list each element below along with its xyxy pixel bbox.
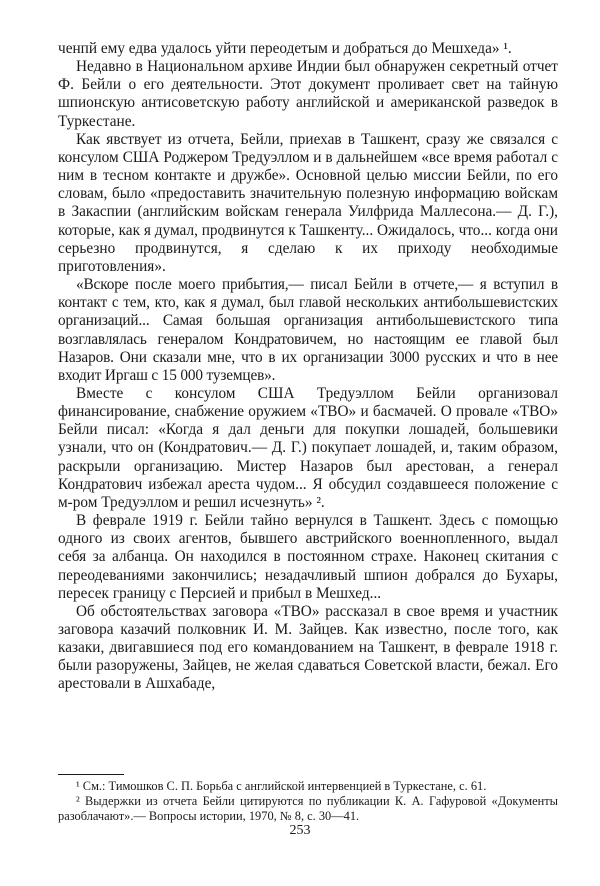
paragraph-february-1919: В феврале 1919 г. Бейли тайно вернулся в Ташкент. Здесь с помощью одного из своих агентов, бывшего австрийского военнопленного, выдал себя за албанца. Он находился в постоянном страхе. Наконец скитания с переодеваниями закончились; незадачливый шпион добрался до Бухары, пересек границу с Персией и прибыл в Мешхед... <box>58 512 558 602</box>
footnote-1: ¹ См.: Тимошков С. П. Борьба с английской интервенцией в Туркестане, с. 61. <box>76 779 487 793</box>
paragraph-continuation: ченпй ему едва удалось уйти переодетым и добраться до Мешхеда» ¹. <box>58 40 512 57</box>
paragraph-bailey-report: Недавно в Национальном архиве Индии был обнаружен секретный отчет Ф. Бейли о его деятельности. Этот документ проливает свет на тайную шпионскую антисоветскую работу английской и американской разведок в Туркестане. <box>58 58 558 130</box>
page-body <box>58 40 558 694</box>
paragraph-zaitsev: Об обстоятельствах заговора «ТВО» рассказал в свое время и участник заговора казачий полковник И. М. Зайцев. Как известно, после того, как казаки, двигавшиеся под его командованием на Ташкент, в феврале 1918 г. были разоружены, Зайцев, не желая сдаваться Советской власти, бежал. Его арестовали в Ашхабаде, <box>58 602 558 693</box>
footnote-divider <box>58 774 124 775</box>
page-number: 253 <box>289 823 311 838</box>
footnotes <box>58 779 558 824</box>
paragraph-quote-organizations: «Вскоре после моего прибытия,— писал Бейли в отчете,— я вступил в контакт с тем, кто, как я думал, был главой нескольких антибольшевистских организаций... Самая большая организация антибольшевистского типа возглавлялась генералом Кондратовичем, но настоящим ее главой был Назаров. Они сказали мне, что в их организации 3000 русских и что в нее входит Иргаш с 15 000 туземцев». <box>58 276 558 384</box>
footnote-2: ² Выдержки из отчета Бейли цитируются по публикации К. А. Гафуровой «Документы разоблачают».— Вопросы истории, 1970, № 8, с. 30—41. <box>58 794 558 823</box>
paragraph-tashkent-arrival: Как явствует из отчета, Бейли, приехав в Ташкент, сразу же связался с консулом США Роджером Тредуэллом и в дальнейшем «все время работал с ним в тесном контакте и дружбе». Основной целью миссии Бейли, по его словам, было «предоставить значительную полезную информацию войскам в Закаспии (английским войскам генерала Уилфрида Маллесона.— Д. Г.), которые, как я думал, продвинутся к Ташкенту... Ожидалось, что... когда они серьезно продвинутся, я сделаю к их приходу необходимые приготовления». <box>58 130 558 275</box>
paragraph-financing-tvo: Вместе с консулом США Тредуэллом Бейли организовал финансирование, снабжение оружием «ТВО» и басмачей. О провале «ТВО» Бейли писал: «Когда я дал деньги для покупки лошадей, большевики узнали, что он (Кондратович.— Д. Г.) покупает лошадей, и, таким образом, раскрыли организацию. Мистер Назаров был арестован, а генерал Кондратович избежал ареста чудом... Я обсудил создавшееся положение с м-ром Тредуэллом и решил исчезнуть» ². <box>58 384 558 511</box>
